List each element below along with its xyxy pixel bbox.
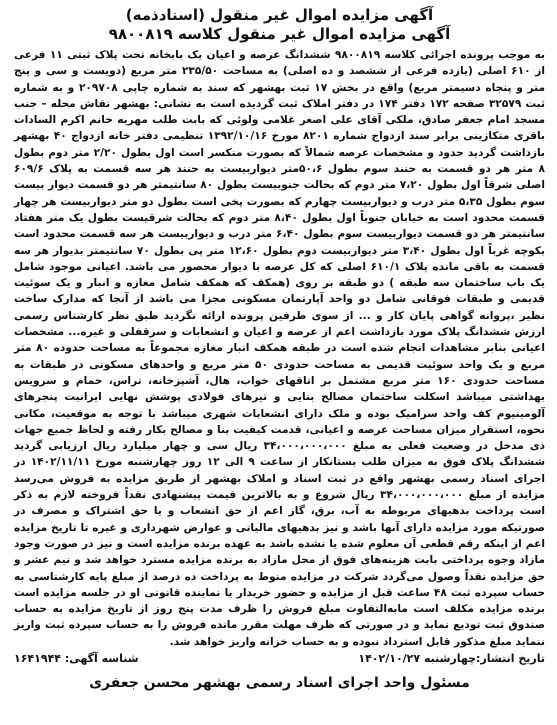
notice-id: شناسه آگهی: ۱۶۴۱۹۴۴ [14,651,139,665]
notice-title: آگهی مزایده اموال غیر منقول (اسناد‌ذمه) [125,6,434,24]
notice-subtitle: آگهی مزایده اموال غیر منقول کلاسه ۹۸۰۰۸۱۹ [108,25,451,43]
publish-date: تاریخ انتشار:چهارشنبه ۱۴۰۲/۱۰/۲۷ [358,651,545,665]
notice-body: به موجب پرونده اجرائی کلاسه ۹۸۰۰۸۱۹ ششدانگ عرصه و اعیان یک بابخانه تحت پلاک ثبتی ۱۱ فرعی از ۶۱۰ اصلی (یازده فرعی از ششصد و ده اصلی) به مساحت ۲۳۵/۵۰ متر مربع (دویست و سی و پنج متر و پنجاه دسیمتر مربع) واقع در بخش ۱۷ ثبت بهشهر که سند به شماره چاپی ۲۰۹۷۰۸ و به شماره ثبت ۳۲۵۷۹ صفحه ۱۷۲ دفتر ۱۷۴ در دفتر املاک ثبت گردیده است به نشانی: بهشهر نقاش محله – جنب مسجد امام جعفر صادق، ملکی آقای علی اصغر غلامی ولوئی که بابت طلب مهریه خانم اکرم السادات باقری متکازینی برابر سند ازدواج شماره ۸۲۰۱ مورخ ۱۳۹۲/۱۰/۱۶ تنظیمی دفتر خانه ازدواج ۴۰ بهشهر بازداشت گردید حدود و مشخصات عرصه شمالاً که بصورت منکسر است اول بطول ۲/۲۰ متر دوم بطول ۸ متر هر دو قسمت به حنند سوم بطول ۵۰،۶متر دیواربیست به حنند هر سه قسمت به پلاک ۶۰۹/۶ اصلی شرقاً اول بطول ۷،۲۰ متر دوم که بحالت جنوبیست بطول ۸۰ سانتیمتر هر دو قسمت دیوار بیست سوم بطول ۵،۳۵ متر درب و دیواربیست چهارم که بصورت پخی است بطول دو متر دیواربیست هر چهار قسمت محدود است به خیابان جنوباً اول بطول ۸،۴۰ متر دوم که بحالت شرقیست بطول یک متر هفتاد سانتیمتر هر دو قسمت دیواربیست سوم بطول ۶،۴۰ متر درب و دیواربیست هر سه قسمت محدود است بکوچه غرباً اول بطول ۳،۴۰ متر دیواربیست دوم بطول ۱۲،۶۰ متر پی بطول ۷۰ سانتیمتر بدیوار هر سه قسمت به باقی مانده پلاک ۶۱۰/۱ اصلی که کل عرصه با دیوار محصور می باشد. اعیانی موجود شامل یک باب ساختمان سه طبقه ) دو طبقه بر روی (همکف که همکف شامل مغازه و انبار و یک سوئیت قدیمی و طبقات فوقانی شامل دو واحد آپارتمان مسکونی مجزا می باشد از آنجا که مدارک ساخت نظیر ،پروانه گواهی پایان کار و ... از سوی طرفین پرونده ارائه نگردید طبق نظر کارشناس رسمی ارزش ششدانگ پلاک مورد بازداشت اعم از عرصه و اعیان و انشعابات و سرقفلی و غیره... مشخصات اعیانی بنابر مشاهدات انجام شده است در طبقه همکف انبار مغازه مجموعاً به مساحت حدوده ۸۰ متر مربع و یک واحد سوئیت قدیمی به مساحت حدودی ۵۰ متر مربع و واحدهای مسکونی در طبقات به مساحت حدودی ۱۶۰ متر مربع مشتمل بر اتاقهای خواب، هال، آشپزخانه، تراس، حمام و سرویس بهداشتی میباشد اسکلت ساختمان مصالح بنایی و تیرهای فولادی پوشش نهایی ایرانیت پنجرهای آلومینیوم کف واحد سرامیک بوده و ملک دارای انشعابات شهری میباشد با توجه به موقعیت، مکانی نحوه، استقرار میزان مساحت عرصه و اعیانی، قدمت کیفیت بنا و مصالح بکار رفته و لحاظ جمیع جهات ذی مدخل در وضعیت فعلی به مبلغ ۳۴،۰۰۰،۰۰۰،۰۰۰ ریال سی و چهار میلیارد ریال ارزیابی گردید ششدانگ پلاک فوق به میزان طلب بستانکار از ساعت ۹ الی ۱۲ روز چهارشنبه مورخ ۱۴۰۲/۱۱/۱۱ در اجرای اسناد رسمی بهشهر واقع در ثبت اسناد و املاک بهشهر از طریق مزایده به فروش می‌رسد مزایده از مبلغ ۳۴،۰۰۰،۰۰۰،۰۰۰ ریال شروع و به بالاترین قیمت پیشنهادی نقداً فروخته لازم به ذکر است پرداخت بدهیهای مربوطه به آب، برق، گاز اعم از حق انشعاب و یا حق اشتراک و مصرف در صورتیکه مورد مزایده دارای آنها باشد و نیز بدهیهای مالیاتی و عوارض شهرداری و غیره تا تاریخ مزایده اعم از اینکه رقم قطعی آن معلوم شده یا نشده باشد به عهده برنده مزایده است و نیز در صورت وجود مازاد وجوه پرداختی بابت هزینه‌های فوق از محل مازاد به برنده مزایده مسترد خواهد شد و نیم عشر و حق مزایده نقداً وصول می‌گردد شرکت در مزایده منوط به پرداخت ده درصد از مبلغ پایه کارشناسی به حساب سپرده ثبت ۴۸ ساعت قبل از مزایده و حضور خریدار یا نماینده قانونی او در جلسه مزایده است برنده مزایده مکلف است مابه‌التفاوت مبلغ فروش را ظرف مدت پنج روز از تاریخ مزایده به حساب صندوق ثبت تودیع نماید و در صورتی که ظرف مهلت مقرر مانده فروش را به حساب سپرده ثبت واریز ننماید مبلغ مذکور قابل استرداد نبوده و به حساب خزانه واریز خواهد شد. [14,49,546,648]
signature-line: مسئول واحد اجرای اسناد رسمی بهشهر محسن جعفری [89,674,470,691]
notice-meta [14,651,545,667]
